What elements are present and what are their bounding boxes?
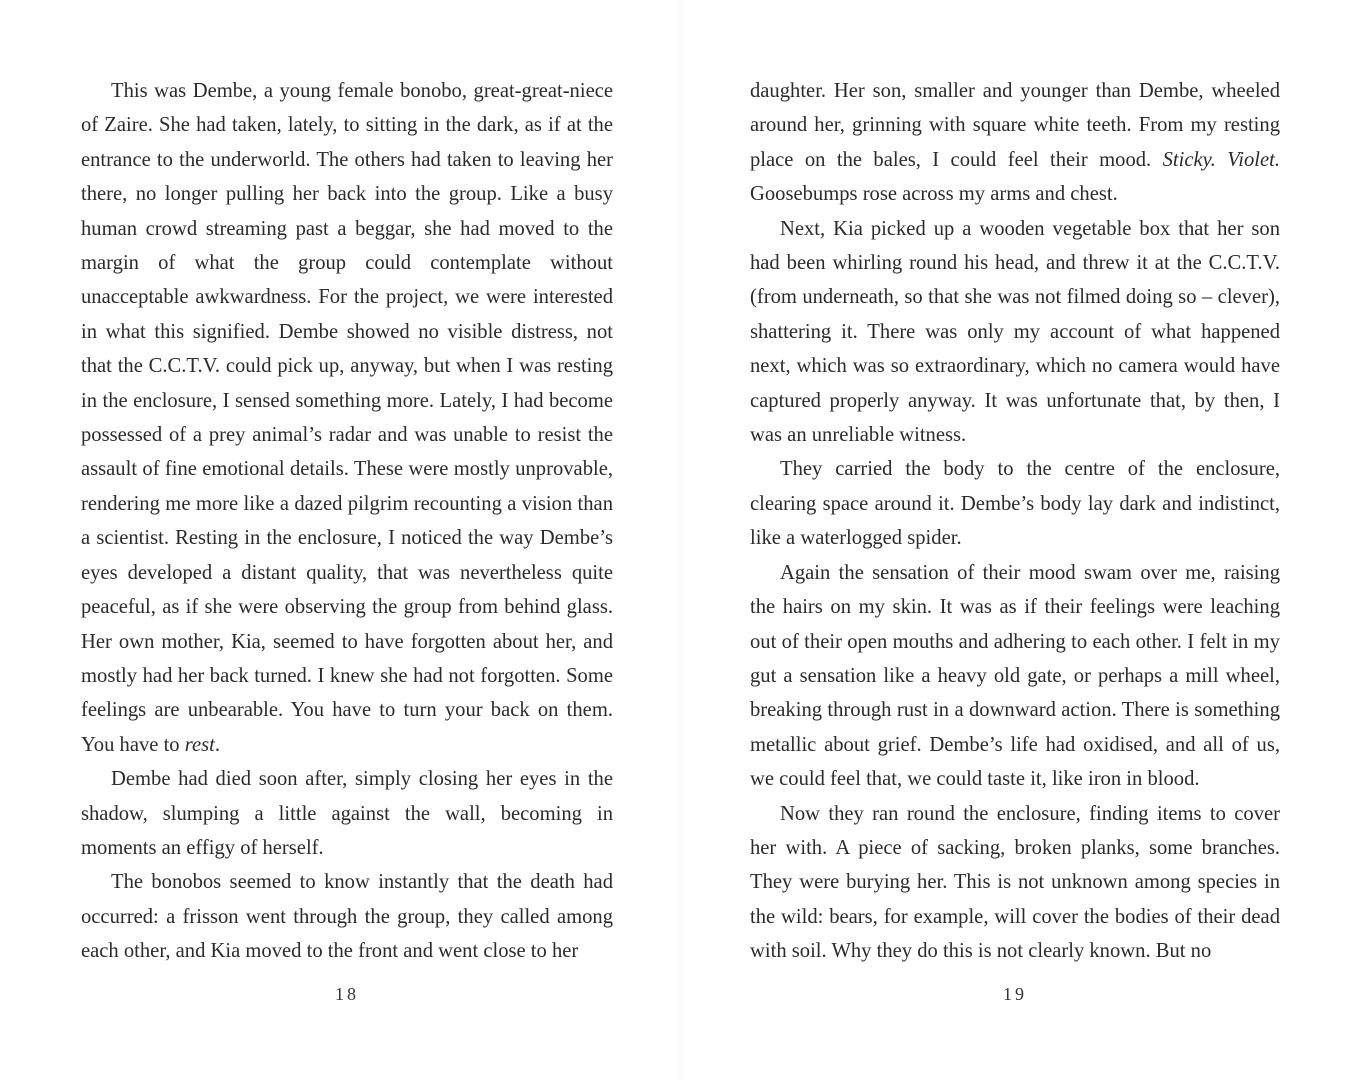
- text-segment: The bonobos seemed to know instantly that the death had occurred: a frisson went through the group, they called among each other, and Kia moved to the front and went close to her: [81, 871, 613, 963]
- paragraph: [750, 74, 1280, 212]
- italic-text: Sticky. Violet.: [1162, 148, 1280, 171]
- paragraph: [750, 556, 1280, 797]
- text-segment: They carried the body to the centre of the enclosure, clearing space around it. Dembe’s body lay dark and indistinct, like a waterlogged spider.: [750, 458, 1280, 550]
- paragraph: [750, 212, 1280, 453]
- paragraph: [750, 797, 1280, 969]
- text-segment: Now they ran round the enclosure, finding items to cover her with. A piece of sacking, broken planks, some branches. They were burying her. This is not unknown among species in the wild: bears, for example, will cover the bodies of their dead with soil. Why they do this is not clearly known. But no: [750, 802, 1280, 963]
- right-page: [681, 0, 1362, 1080]
- paragraph: [81, 762, 613, 865]
- text-segment: Goosebumps rose across my arms and chest.: [750, 183, 1118, 206]
- text-segment: Next, Kia picked up a wooden vegetable box that her son had been whirling round his head, and threw it at the C.C.T.V. (from underneath, so that she was not filmed doing so – clever), shattering it. There was only my account of what happened next, which was so extraordinary, which no camera would have captured properly anyway. It was unfortunate that, by then, I was an unreliable witness.: [750, 217, 1280, 447]
- text-segment: Dembe had died soon after, simply closing her eyes in the shadow, slumping a little against the wall, becoming in moments an effigy of herself.: [81, 768, 613, 859]
- italic-text: rest: [184, 733, 215, 756]
- text-segment: Again the sensation of their mood swam over me, raising the hairs on my skin. It was as if their feelings were leaching out of their open mouths and adhering to each other. I felt in my gut a sensation like a heavy old gate, or perhaps a mill wheel, breaking through rust in a downward action. There is something metallic about grief. Dembe’s life had oxidised, and all of us, we could feel that, we could taste it, like iron in blood.: [750, 561, 1280, 791]
- left-page-number: 18: [335, 984, 359, 1004]
- right-page-number: 19: [1003, 984, 1027, 1004]
- paragraph: [81, 865, 613, 968]
- paragraph: [81, 74, 613, 762]
- text-segment: daughter. Her son, smaller and younger than Dembe, wheeled around her, grinning with square white teeth. From my resting place on the bales, I could feel their mood.: [750, 80, 1280, 171]
- text-segment: This was Dembe, a young female bonobo, great-great-niece of Zaire. She had taken, lately, to sitting in the dark, as if at the entrance to the underworld. The others had taken to leaving her there, no longer pulling her back into the group. Like a busy human crowd streaming past a beggar, she had moved to the margin of what the group could contemplate without unacceptable awkwardness. For the project, we were interested in what this signified. Dembe showed no visible distress, not that the C.C.T.V. could pick up, anyway, but when I was resting in the enclosure, I sensed something more. Lately, I had become possessed of a prey animal’s radar and was unable to resist the assault of fine emotional details. These were mostly unprovable, rendering me more like a dazed pilgrim recounting a vision than a scientist. Resting in the enclosure, I noticed the way Dembe’s eyes developed a distant quality, that was nevertheless quite peaceful, as if she were observing the group from behind glass. Her own mother, Kia, seemed to have forgotten about her, and mostly had her back turned. I knew she had not forgotten. Some feelings are unbearable. You have to turn your back on them. You have to: [81, 80, 613, 756]
- right-page-text: [750, 74, 1280, 969]
- left-page-text: [81, 74, 613, 969]
- paragraph: [750, 452, 1280, 555]
- text-segment: .: [214, 733, 221, 756]
